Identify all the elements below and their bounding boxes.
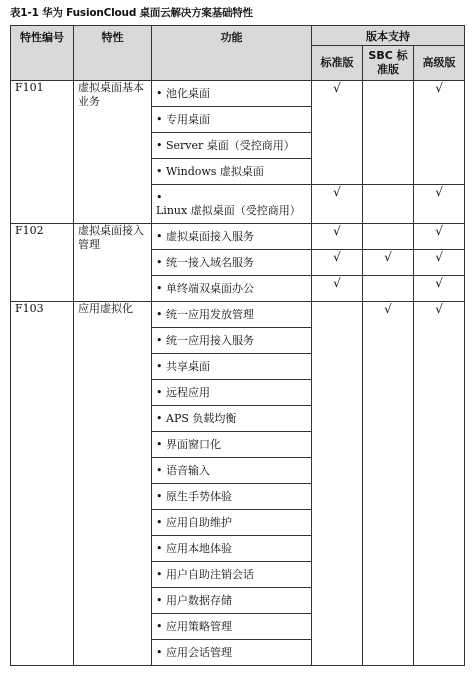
bullet-icon: •: [156, 646, 163, 659]
bullet-icon: •: [156, 490, 163, 503]
function-label: 界面窗口化: [166, 438, 221, 451]
bullet-icon: •: [156, 165, 163, 178]
function-cell: [152, 185, 312, 224]
bullet-icon: •: [156, 360, 163, 373]
sbc-check: √: [363, 250, 414, 276]
function-cell: [152, 159, 312, 185]
function-label: 远程应用: [166, 386, 210, 399]
advanced-check: √: [414, 224, 465, 250]
bullet-icon: •: [156, 256, 163, 269]
bullet-icon: •: [156, 516, 163, 529]
bullet-icon: •: [156, 87, 163, 100]
sbc-check: [363, 185, 414, 224]
bullet-icon: •: [156, 191, 163, 204]
function-label: 池化桌面: [166, 87, 210, 100]
advanced-check: √: [414, 250, 465, 276]
sbc-check: [363, 224, 414, 250]
function-cell: [152, 133, 312, 159]
sbc-check: [363, 81, 414, 185]
bullet-icon: •: [156, 139, 163, 152]
function-label: 语音输入: [166, 464, 210, 477]
function-label: 虚拟桌面接入服务: [166, 230, 254, 243]
function-cell: [152, 276, 312, 302]
function-label: Linux 虚拟桌面（受控商用）: [156, 204, 301, 217]
bullet-icon: •: [156, 334, 163, 347]
standard-check: √: [312, 81, 363, 185]
function-cell: [152, 432, 312, 458]
function-cell: [152, 81, 312, 107]
header-sbc-standard: SBC 标准版: [363, 46, 414, 81]
header-standard: 标准版: [312, 46, 363, 81]
header-feature: 特性: [74, 26, 152, 81]
function-label: 专用桌面: [166, 113, 210, 126]
function-cell: [152, 302, 312, 328]
bullet-icon: •: [156, 542, 163, 555]
function-cell: [152, 484, 312, 510]
header-advanced: 高级版: [414, 46, 465, 81]
advanced-check: √: [414, 276, 465, 302]
function-label: Server 桌面（受控商用）: [166, 139, 295, 152]
sbc-check: √: [363, 302, 414, 666]
function-cell: [152, 224, 312, 250]
standard-check: [312, 302, 363, 666]
function-cell: [152, 614, 312, 640]
bullet-icon: •: [156, 438, 163, 451]
function-label: 统一应用接入服务: [166, 334, 254, 347]
function-label: 单终端双桌面办公: [166, 282, 254, 295]
function-label: 应用本地体验: [166, 542, 232, 555]
function-label: 应用策略管理: [166, 620, 232, 633]
function-cell: [152, 107, 312, 133]
advanced-check: √: [414, 302, 465, 666]
function-label: 共享桌面: [166, 360, 210, 373]
function-cell: [152, 536, 312, 562]
feature-name: 虚拟桌面基本业务: [74, 81, 152, 224]
feature-id: F101: [11, 81, 74, 224]
header-function: 功能: [152, 26, 312, 81]
bullet-icon: •: [156, 464, 163, 477]
function-cell: [152, 562, 312, 588]
table-row: [11, 302, 465, 328]
feature-name: 虚拟桌面接入管理: [74, 224, 152, 302]
header-version-support: 版本支持: [312, 26, 465, 46]
bullet-icon: •: [156, 412, 163, 425]
standard-check: √: [312, 224, 363, 250]
standard-check: √: [312, 185, 363, 224]
function-label: Windows 虚拟桌面: [166, 165, 264, 178]
standard-check: √: [312, 276, 363, 302]
function-cell: [152, 640, 312, 666]
function-cell: [152, 406, 312, 432]
function-label: APS 负载均衡: [166, 412, 237, 425]
function-label: 原生手势体验: [166, 490, 232, 503]
advanced-check: √: [414, 81, 465, 185]
bullet-icon: •: [156, 568, 163, 581]
bullet-icon: •: [156, 386, 163, 399]
header-feature-id: 特性编号: [11, 26, 74, 81]
feature-table: [10, 25, 465, 666]
function-label: 应用会话管理: [166, 646, 232, 659]
bullet-icon: •: [156, 620, 163, 633]
feature-id: F102: [11, 224, 74, 302]
feature-name: 应用虚拟化: [74, 302, 152, 666]
function-cell: [152, 380, 312, 406]
bullet-icon: •: [156, 113, 163, 126]
bullet-icon: •: [156, 230, 163, 243]
function-label: 统一接入域名服务: [166, 256, 254, 269]
function-cell: [152, 458, 312, 484]
function-label: 用户数据存储: [166, 594, 232, 607]
function-cell: [152, 510, 312, 536]
table-row: [11, 224, 465, 250]
function-cell: [152, 354, 312, 380]
table-row: [11, 81, 465, 107]
function-label: 应用自助维护: [166, 516, 232, 529]
sbc-check: [363, 276, 414, 302]
function-cell: [152, 250, 312, 276]
bullet-icon: •: [156, 308, 163, 321]
function-label: 用户自助注销会话: [166, 568, 254, 581]
bullet-icon: •: [156, 594, 163, 607]
feature-id: F103: [11, 302, 74, 666]
table-caption: 表1-1 华为 FusionCloud 桌面云解决方案基础特性: [10, 7, 253, 19]
function-cell: [152, 588, 312, 614]
bullet-icon: •: [156, 282, 163, 295]
function-cell: [152, 328, 312, 354]
function-label: 统一应用发放管理: [166, 308, 254, 321]
advanced-check: √: [414, 185, 465, 224]
standard-check: √: [312, 250, 363, 276]
